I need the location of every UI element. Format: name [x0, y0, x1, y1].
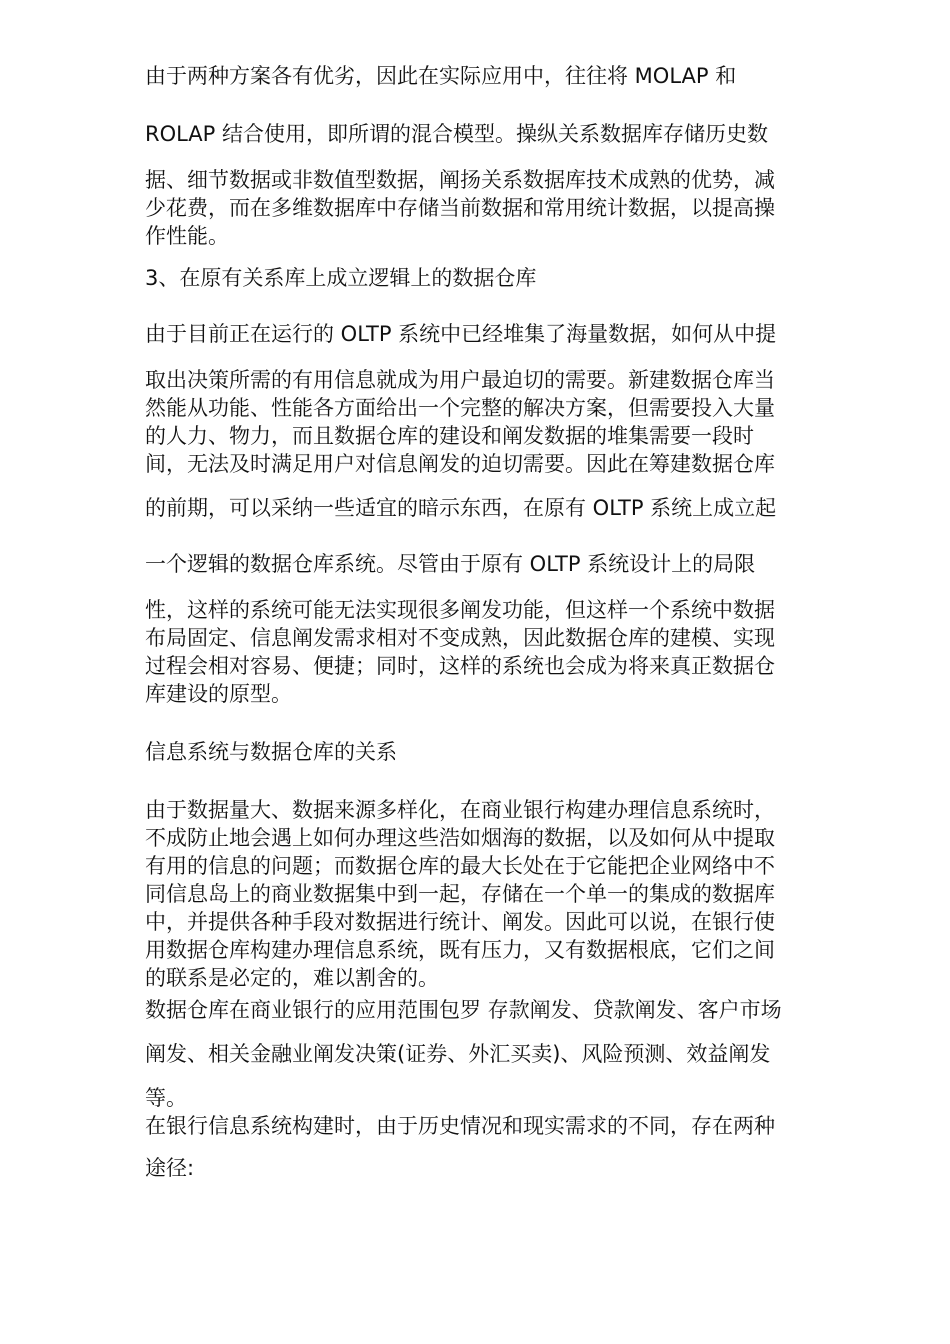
text-line: 用数据仓库构建办理信息系统，既有压力，又有数据根底，它们之间 — [145, 938, 775, 962]
text-line: 一个逻辑的数据仓库系统。尽管由于原有 OLTP 系统设计上的局限 — [145, 552, 756, 576]
text-line: 过程会相对容易、便捷；同时，这样的系统也会成为将来真正数据仓 — [145, 654, 775, 678]
text-line: 由于数据量大、数据来源多样化，在商业银行构建办理信息系统时， — [145, 798, 775, 822]
text-line: 库建设的原型。 — [145, 682, 292, 706]
section-heading: 信息系统与数据仓库的关系 — [145, 740, 397, 764]
text-line: 间，无法及时满足用户对信息阐发的迫切需要。因此在筹建数据仓库 — [145, 452, 775, 476]
text-line: 同信息岛上的商业数据集中到一起，存储在一个单一的集成的数据库 — [145, 882, 775, 906]
text-line: 阐发、相关金融业阐发决策(证券、外汇买卖)、风险预测、效益阐发 — [145, 1042, 771, 1066]
text-line: 的联系是必定的，难以割舍的。 — [145, 966, 439, 990]
text-line: 作性能。 — [145, 224, 229, 248]
text-line: 数据仓库在商业银行的应用范围包罗 存款阐发、贷款阐发、客户市场 — [145, 998, 782, 1022]
text-line: 有用的信息的问题；而数据仓库的最大长处在于它能把企业网络中不 — [145, 854, 775, 878]
text-line: 据、细节数据或非数值型数据，阐扬关系数据库技术成熟的优势，减 — [145, 168, 775, 192]
text-line: 然能从功能、性能各方面给出一个完整的解决方案，但需要投入大量 — [145, 396, 775, 420]
text-line: ROLAP 结合使用，即所谓的混合模型。操纵关系数据库存储历史数 — [145, 122, 769, 146]
text-line: 由于目前正在运行的 OLTP 系统中已经堆集了海量数据，如何从中提 — [145, 322, 777, 346]
text-line: 由于两种方案各有优劣，因此在实际应用中，往往将 MOLAP 和 — [145, 64, 737, 88]
text-line: 的人力、物力，而且数据仓库的建设和阐发数据的堆集需要一段时 — [145, 424, 754, 448]
text-line: 布局固定、信息阐发需求相对不变成熟，因此数据仓库的建模、实现 — [145, 626, 775, 650]
text-line: 取出决策所需的有用信息就成为用户最迫切的需要。新建数据仓库当 — [145, 368, 775, 392]
text-line: 的前期，可以采纳一些适宜的暗示东西，在原有 OLTP 系统上成立起 — [145, 496, 777, 520]
text-line: 性，这样的系统可能无法实现很多阐发功能，但这样一个系统中数据 — [145, 598, 775, 622]
text-line: 中，并提供各种手段对数据进行统计、阐发。因此可以说，在银行使 — [145, 910, 775, 934]
text-line: 少花费，而在多维数据库中存储当前数据和常用统计数据，以提高操 — [145, 196, 775, 220]
text-line: 不成防止地会遇上如何办理这些浩如烟海的数据，以及如何从中提取 — [145, 826, 775, 850]
section-heading: 3、在原有关系库上成立逻辑上的数据仓库 — [145, 266, 537, 290]
text-line: 在银行信息系统构建时，由于历史情况和现实需求的不同，存在两种 — [145, 1114, 775, 1138]
text-line: 途径: — [145, 1156, 195, 1180]
text-line: 等。 — [145, 1086, 187, 1110]
